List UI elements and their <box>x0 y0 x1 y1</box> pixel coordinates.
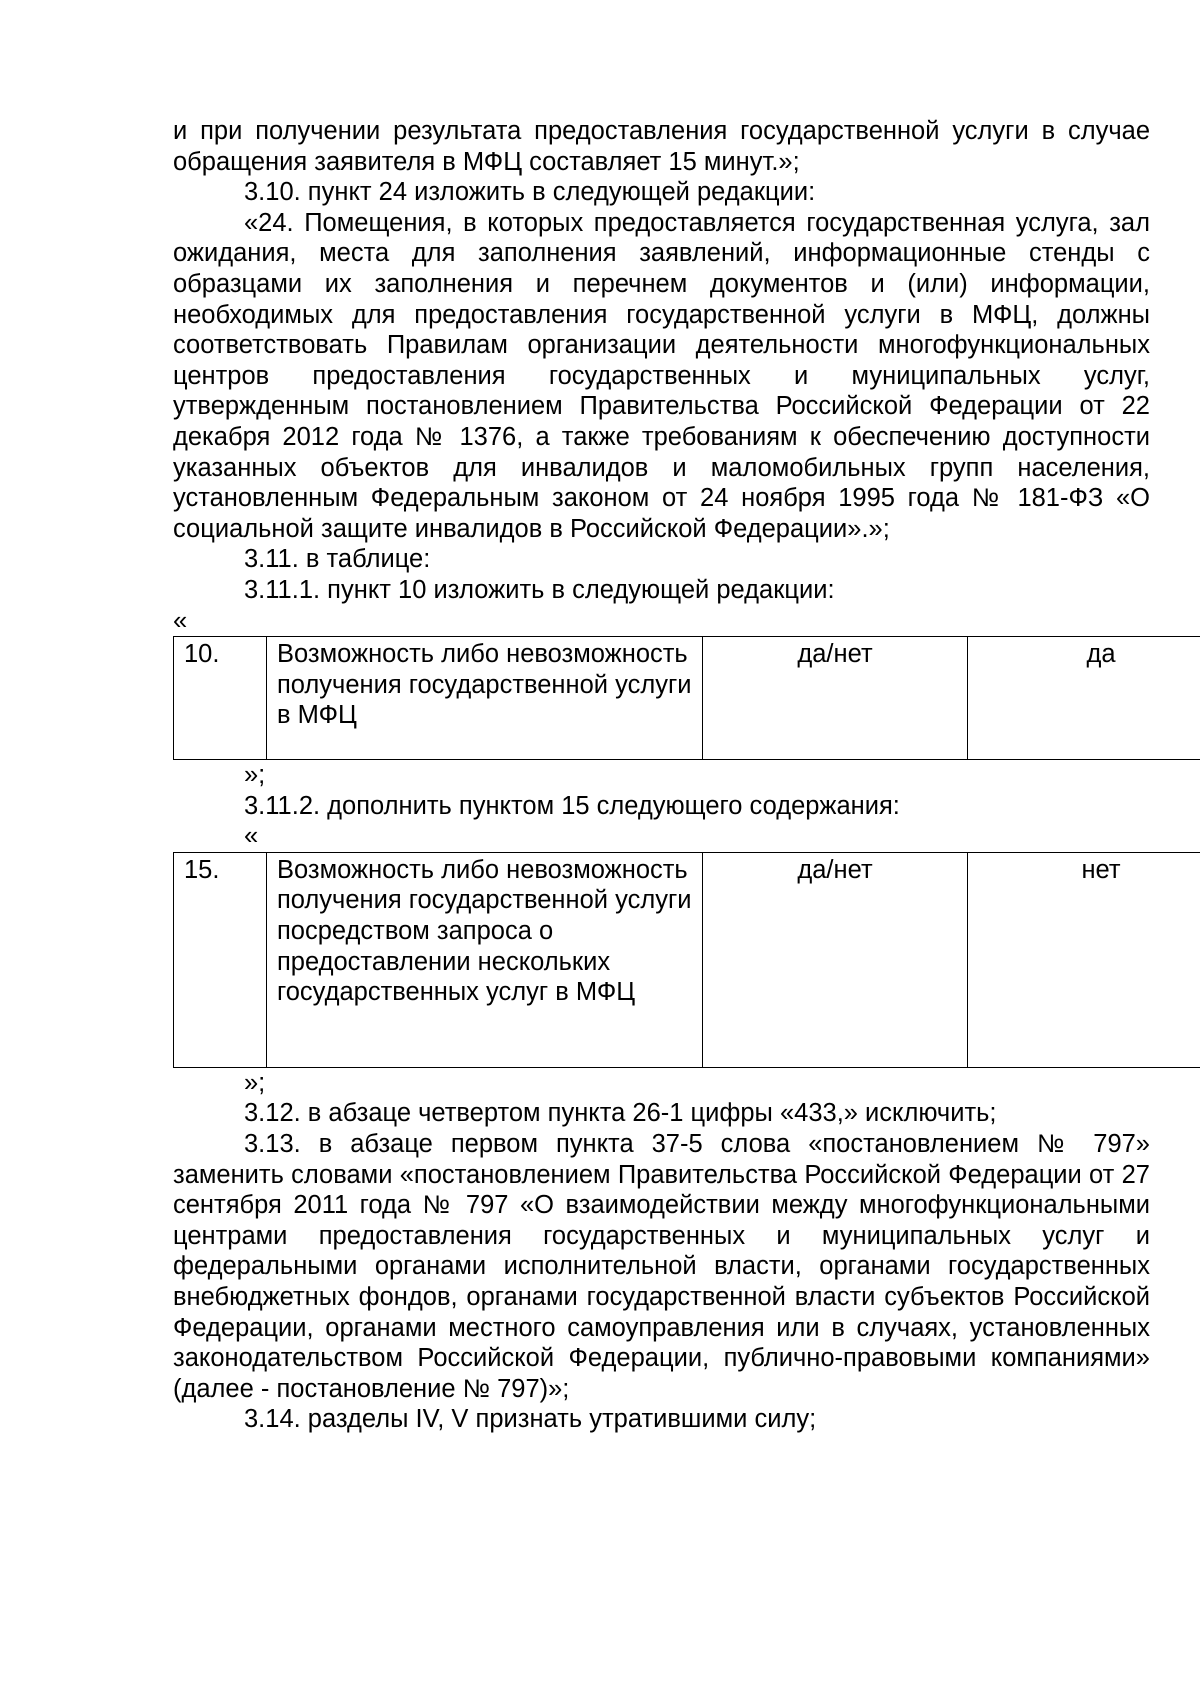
table-item-10 <box>173 636 1200 760</box>
paragraph-3-11-1: 3.11.1. пункт 10 изложить в следующей редакции: <box>244 575 835 604</box>
paragraph-1: и при получении результата предоставления государственной услуги в случае обращения заявителя в МФЦ составляет 15 минут.»; <box>173 117 1150 176</box>
table-item-15 <box>173 852 1200 1068</box>
row-number: 15. <box>174 852 267 1067</box>
paragraph-3-11-2: 3.11.2. дополнить пунктом 15 следующего содержания: <box>244 791 900 820</box>
document-page <box>173 116 1150 1435</box>
row-unit: да/нет <box>703 852 968 1067</box>
row-unit: да/нет <box>703 637 968 760</box>
row-value: нет <box>968 852 1200 1067</box>
close-quote-1: »; <box>244 761 266 790</box>
paragraph-3-13: 3.13. в абзаце первом пункта 37-5 слова «постановлением № 797» заменить словами «постановлением Правительства Российской Федерации от 27 сентября 2011 года № 797 «О взаимодействии между многофункциональными центрами предоставления государственных и муниципальных услуг и федеральными органами исполнительной власти, органами государственных внебюджетных фондов, органами государственной власти субъектов Российской Федерации, органами местного самоуправления или в случаях, установленных законодательством Российской Федерации, публично-правовыми компаниями» (далее - постановление № 797)»; <box>173 1130 1150 1403</box>
open-quote-2: « <box>244 822 259 851</box>
paragraph-3-10: 3.10. пункт 24 изложить в следующей редакции: <box>244 178 816 207</box>
paragraph-3-11: 3.11. в таблице: <box>244 545 431 574</box>
row-value: да <box>968 637 1200 760</box>
paragraph-24-text: «24. Помещения, в которых предоставляется государственная услуга, зал ожидания, места для заполнения заявлений, информационные стенды с образцами их заполнения и перечнем документов и (или) информации, необходимых для предоставления государственной услуги в МФЦ, должны соответствовать Правилам организации деятельности многофункциональных центров предоставления государственных и муниципальных услуг, утвержденным постановлением Правительства Российской Федерации от 22 декабря 2012 года № 1376, а также требованиям к обеспечению доступности указанных объектов для инвалидов и маломобильных групп населения, установленным Федеральным законом от 24 ноября 1995 года № 181-ФЗ «О социальной защите инвалидов в Российской Федерации».»; <box>173 208 1150 543</box>
row-description: Возможность либо невозможность получения государственной услуги в МФЦ <box>267 637 703 760</box>
paragraph-3-12: 3.12. в абзаце четвертом пункта 26-1 цифры «433,» исключить; <box>244 1099 997 1128</box>
open-quote-1: « <box>173 606 188 635</box>
table-row <box>174 852 1200 1067</box>
close-quote-2: »; <box>244 1068 266 1097</box>
paragraph-3-14: 3.14. разделы IV, V признать утратившими силу; <box>244 1405 817 1434</box>
row-number: 10. <box>174 637 267 760</box>
row-description: Возможность либо невозможность получения государственной услуги посредством запроса о предоставлении нескольких государственных услуг в МФЦ <box>267 852 703 1067</box>
table-row <box>174 637 1200 760</box>
